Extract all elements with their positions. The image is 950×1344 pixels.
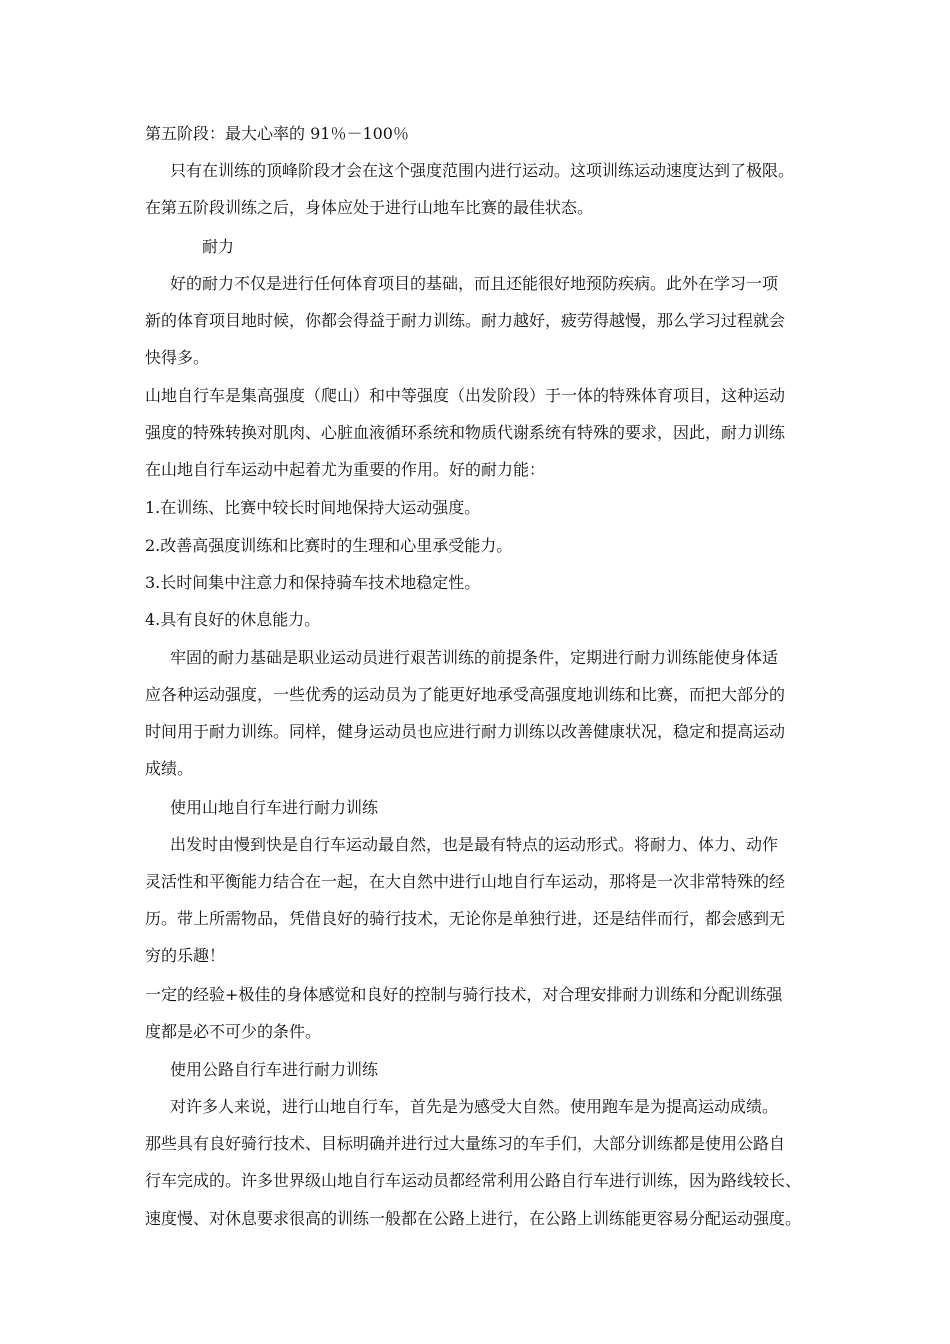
paragraph-line: 度都是必不可少的条件。 bbox=[145, 1022, 322, 1041]
paragraph-line: 行车完成的。许多世界级山地自行车运动员都经常利用公路自行车进行训练，因为路线较长、 bbox=[145, 1171, 802, 1190]
paragraph-line: 速度慢、对休息要求很高的训练一般都在公路上进行，在公路上训练能更容易分配运动强度。 bbox=[145, 1209, 802, 1228]
mtb-endurance-heading: 使用山地自行车进行耐力训练 bbox=[170, 798, 379, 817]
paragraph-line: 快得多。 bbox=[145, 348, 210, 367]
stage-five-heading: 第五阶段：最大心率的 91％－100％ bbox=[145, 124, 409, 143]
paragraph-line: 一定的经验+极佳的身体感觉和良好的控制与骑行技术，对合理安排耐力训练和分配训练强 bbox=[145, 985, 783, 1004]
paragraph-line: 牢固的耐力基础是职业运动员进行艰苦训练的前提条件，定期进行耐力训练能使身体适 bbox=[170, 648, 779, 667]
road-bike-endurance-heading: 使用公路自行车进行耐力训练 bbox=[170, 1060, 379, 1079]
paragraph-line: 在山地自行车运动中起着尤为重要的作用。好的耐力能： bbox=[145, 460, 546, 479]
paragraph-line: 山地自行车是集高强度（爬山）和中等强度（出发阶段）于一体的特殊体育项目，这种运动 bbox=[145, 386, 786, 405]
paragraph-line: 历。带上所需物品，凭借良好的骑行技术，无论你是单独行进，还是结伴而行，都会感到无 bbox=[145, 909, 786, 928]
paragraph-line: 穷的乐趣！ bbox=[145, 946, 226, 965]
paragraph-line: 时间用于耐力训练。同样，健身运动员也应进行耐力训练以改善健康状况，稳定和提高运动 bbox=[145, 722, 786, 741]
endurance-heading: 耐力 bbox=[202, 237, 235, 256]
list-item: 4.具有良好的休息能力。 bbox=[145, 610, 321, 629]
list-item: 3.长时间集中注意力和保持骑车技术地稳定性。 bbox=[145, 573, 481, 592]
paragraph-line: 应各种运动强度，一些优秀的运动员为了能更好地承受高强度地训练和比赛，而把大部分的 bbox=[145, 685, 786, 704]
paragraph-line: 成绩。 bbox=[145, 759, 194, 778]
list-item: 1.在训练、比赛中较长时间地保持大运动强度。 bbox=[145, 498, 481, 517]
paragraph-line: 那些具有良好骑行技术、目标明确并进行过大量练习的车手们，大部分训练都是使用公路自 bbox=[145, 1134, 786, 1153]
paragraph-line: 在第五阶段训练之后，身体应处于进行山地车比赛的最佳状态。 bbox=[145, 198, 594, 217]
paragraph-line: 对许多人来说，进行山地自行车，首先是为感受大自然。使用跑车是为提高运动成绩。 bbox=[170, 1097, 779, 1116]
paragraph-line: 新的体育项目地时候，你都会得益于耐力训练。耐力越好，疲劳得越慢，那么学习过程就会 bbox=[145, 311, 786, 330]
paragraph-line: 好的耐力不仅是进行任何体育项目的基础，而且还能很好地预防疾病。此外在学习一项 bbox=[170, 274, 779, 293]
list-item: 2.改善高强度训练和比赛时的生理和心里承受能力。 bbox=[145, 536, 513, 555]
paragraph-line: 灵活性和平衡能力结合在一起，在大自然中进行山地自行车运动，那将是一次非常特殊的经 bbox=[145, 872, 786, 891]
paragraph-line: 只有在训练的顶峰阶段才会在这个强度范围内进行运动。这项训练运动速度达到了极限。 bbox=[170, 161, 795, 180]
paragraph-line: 强度的特殊转换对肌肉、心脏血液循环系统和物质代谢系统有特殊的要求，因此，耐力训练 bbox=[145, 423, 786, 442]
paragraph-line: 出发时由慢到快是自行车运动最自然，也是最有特点的运动形式。将耐力、体力、动作 bbox=[170, 835, 779, 854]
